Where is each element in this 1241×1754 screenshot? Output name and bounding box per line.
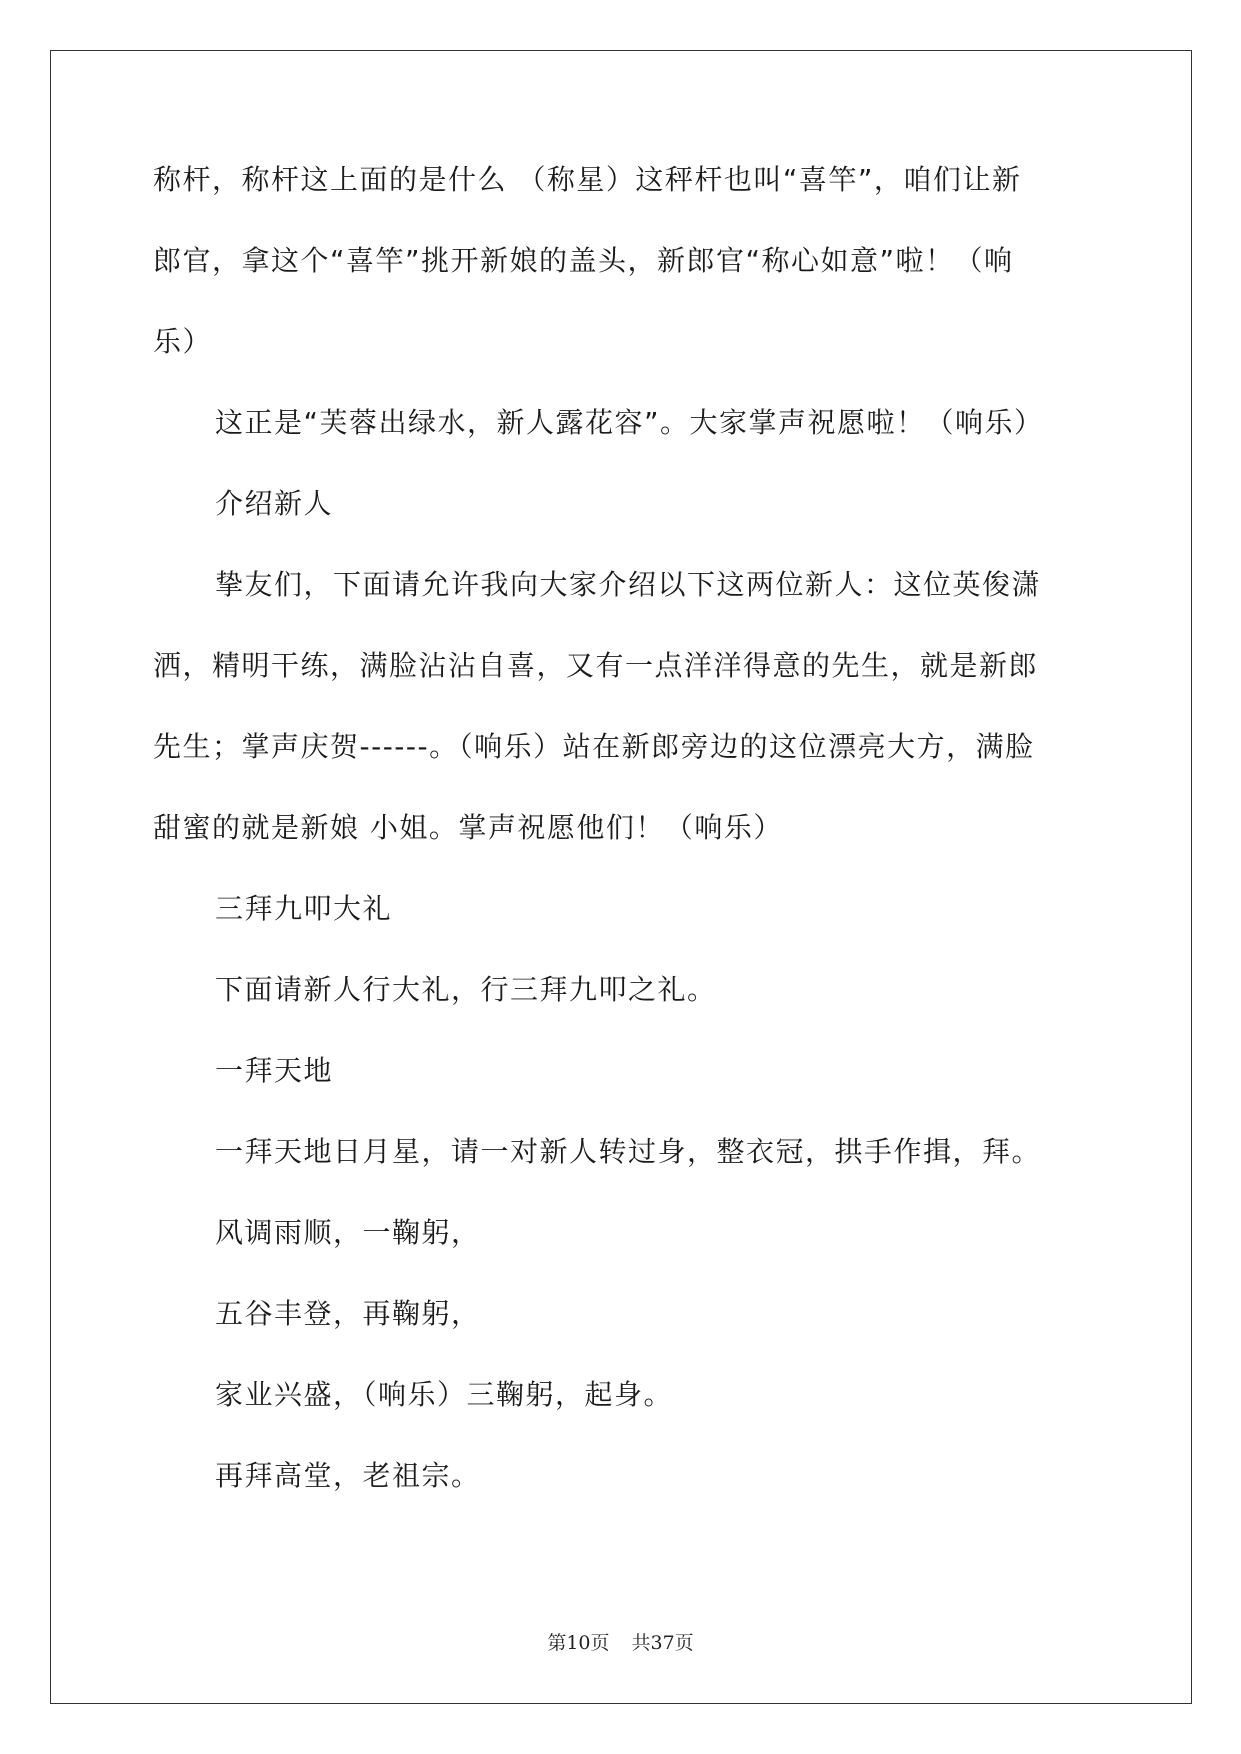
page-footer [0, 1628, 1241, 1655]
document-body [153, 160, 1093, 1537]
text-line: 先生；掌声庆贺------。（响乐）站在新郎旁边的这位漂亮大方，满脸 [153, 730, 1035, 763]
text-line: 五谷丰登，再鞠躬， [215, 1297, 481, 1330]
text-line: 一拜天地日月星，请一对新人转过身，整衣冠，拱手作揖，拜。 [215, 1135, 1042, 1168]
section-heading: 介绍新人 [215, 487, 334, 520]
page-total: 共37页 [631, 1632, 694, 1654]
text-line: 这正是“芙蓉出绿水，新人露花容”。大家掌声祝愿啦！（响乐） [215, 406, 1044, 439]
text-line: 洒，精明干练，满脸沾沾自喜，又有一点洋洋得意的先生，就是新郎 [153, 649, 1039, 682]
text-line: 风调雨顺，一鞠躬， [215, 1216, 481, 1249]
text-line: 称杆，称杆这上面的是什么 （称星）这秤杆也叫“喜竿”，咱们让新 [153, 163, 1022, 196]
text-line: 家业兴盛，（响乐）三鞠躬，起身。 [215, 1378, 674, 1411]
section-heading: 一拜天地 [215, 1054, 334, 1087]
text-line: 甜蜜的就是新娘 小姐。掌声祝愿他们！（响乐） [153, 811, 783, 844]
text-line: 挚友们，下面请允许我向大家介绍以下这两位新人：这位英俊潇 [215, 568, 1042, 601]
text-line: 乐） [153, 325, 213, 358]
text-line: 下面请新人行大礼，行三拜九叩之礼。 [215, 973, 717, 1006]
text-line: 郎官，拿这个“喜竿”挑开新娘的盖头，新郎官“称心如意”啦！（响 [153, 244, 1014, 277]
page-number: 第10页 [547, 1632, 610, 1654]
text-line: 再拜高堂，老祖宗。 [215, 1459, 481, 1492]
section-heading: 三拜九叩大礼 [215, 892, 393, 925]
